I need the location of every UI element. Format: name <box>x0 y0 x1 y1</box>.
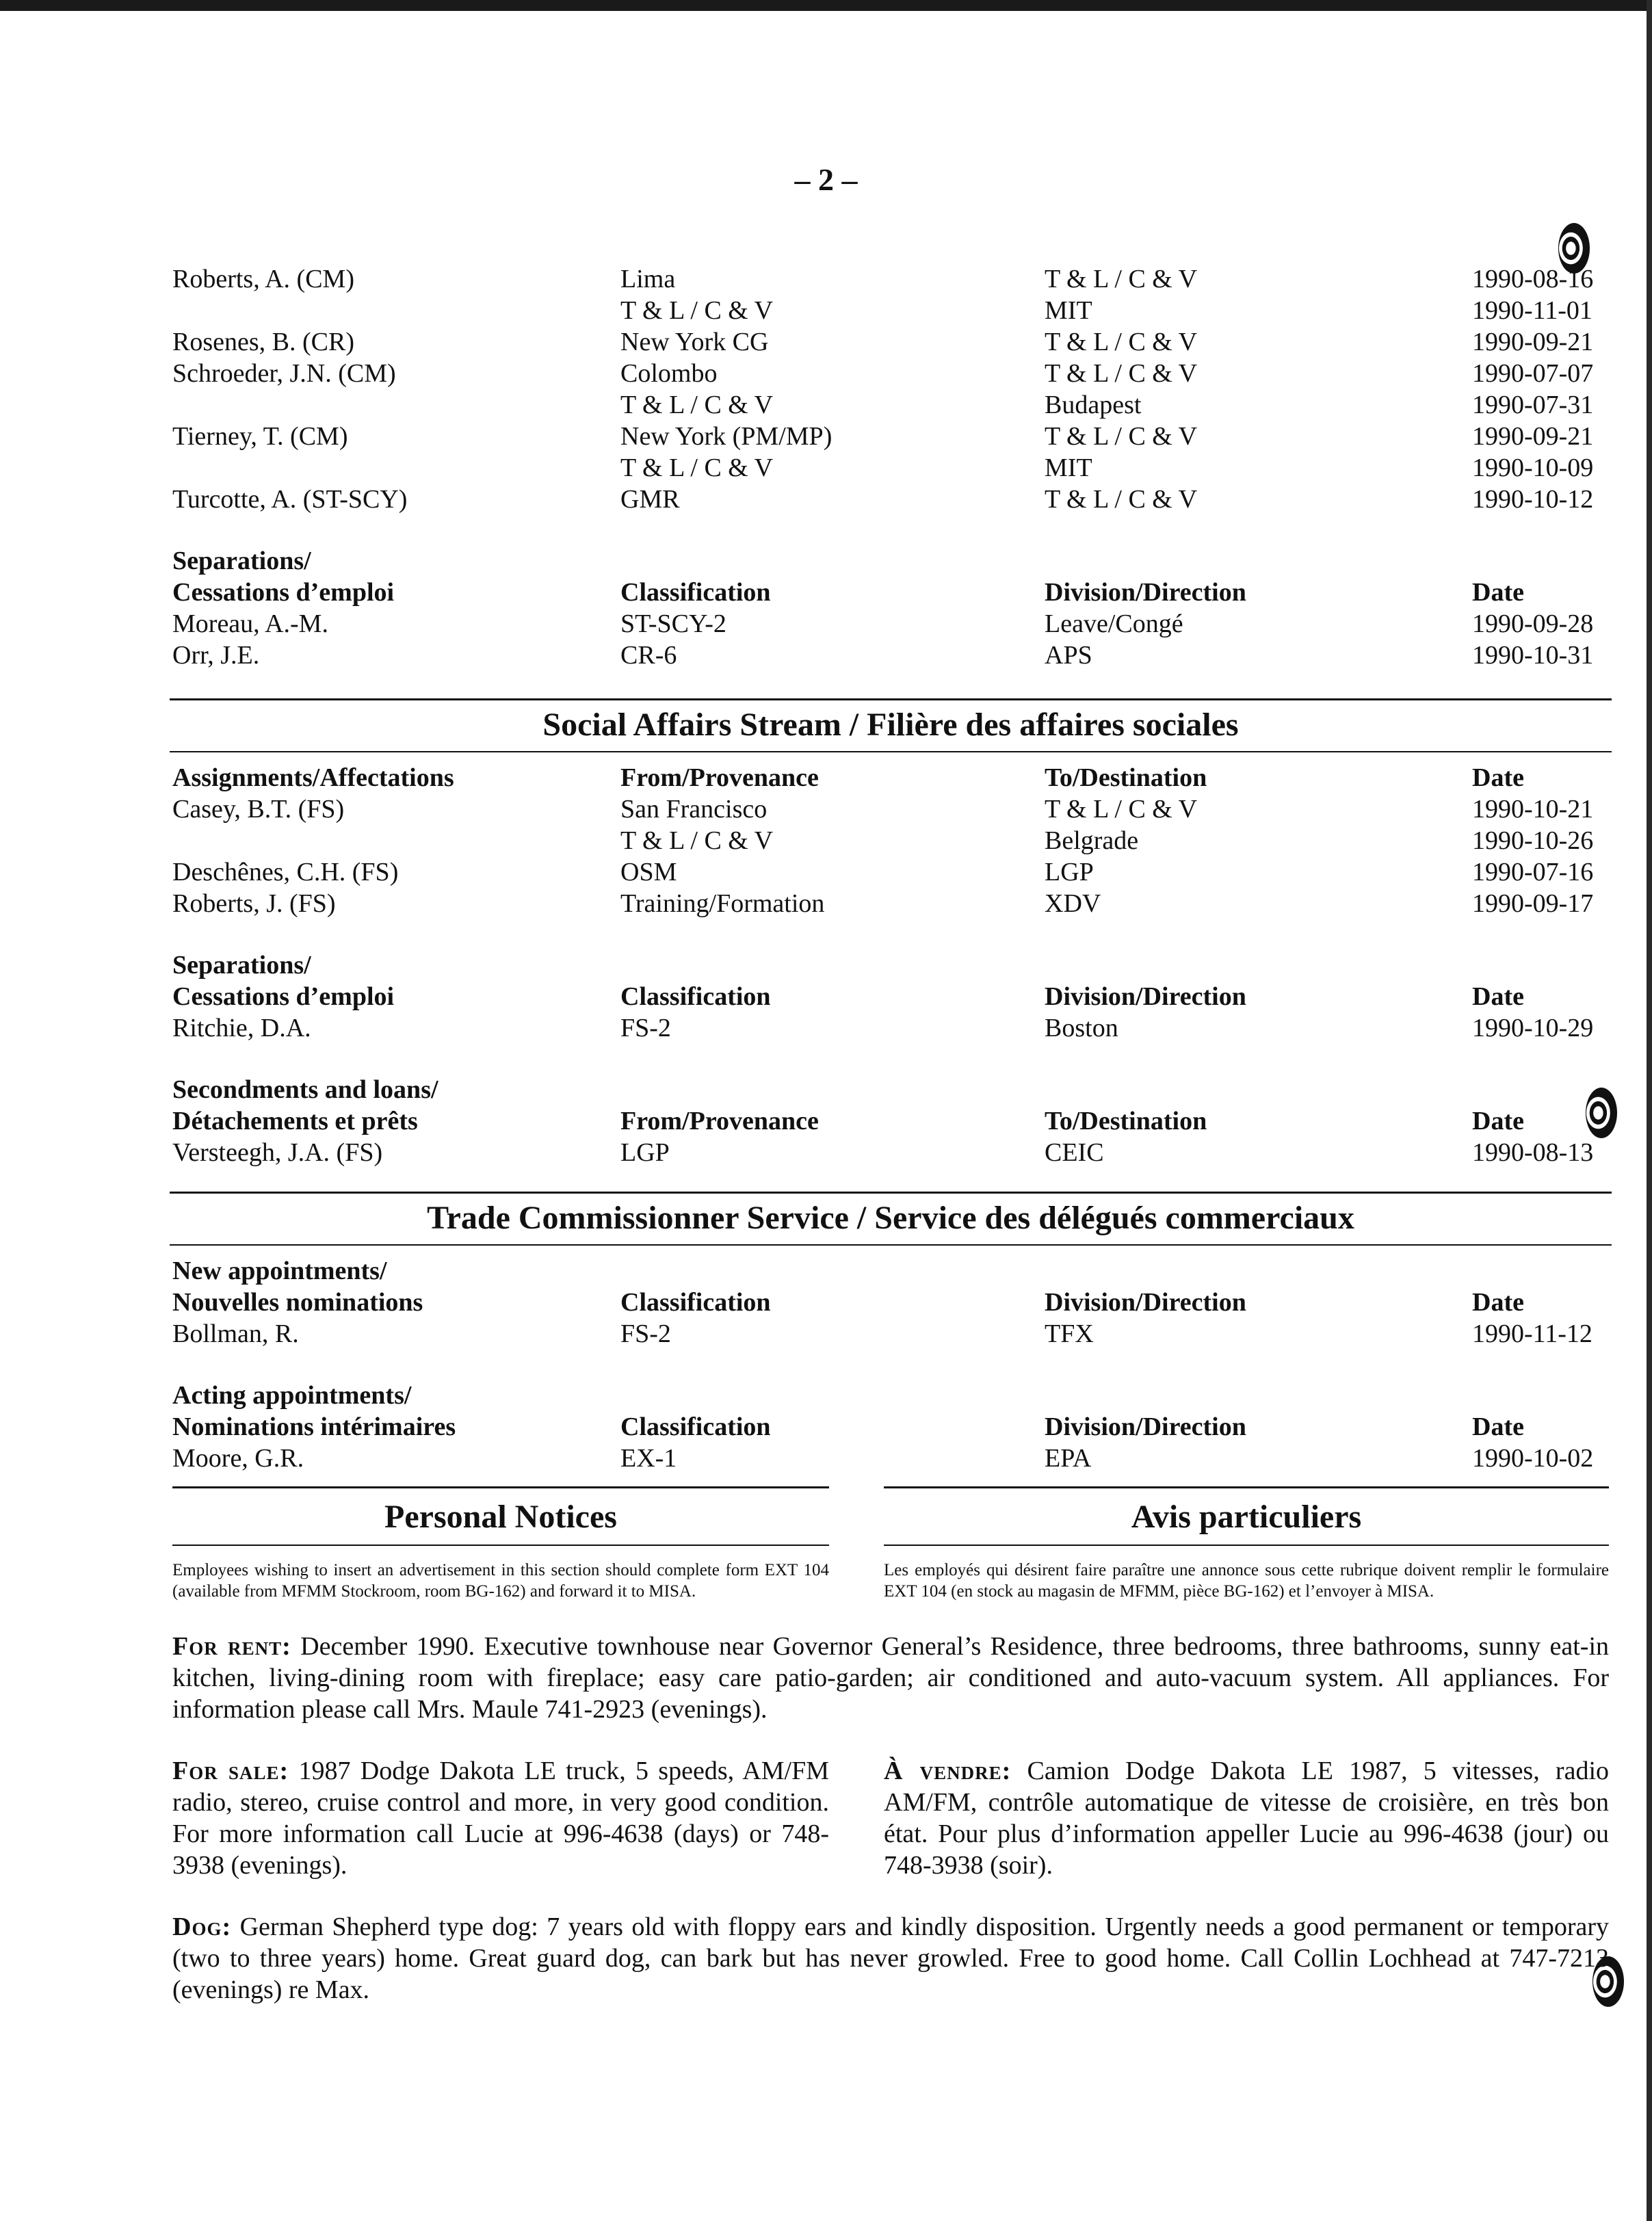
scan-top-edge <box>0 0 1652 11</box>
trade-acting-appointments-table <box>172 1380 1609 1474</box>
table-row: Turcotte, A. (ST-SCY) GMR T & L / C & V 1990-10-12 <box>172 485 1594 514</box>
table-row: Moreau, A.-M. ST-SCY-2 Leave/Congé 1990-09-28 <box>172 609 1594 638</box>
table-row: Roberts, J. (FS) Training/Formation XDV 1990-09-17 <box>172 889 1594 918</box>
assignments-continued-table <box>172 263 1609 515</box>
table-row: T & L / C & V MIT 1990-10-09 <box>620 454 1594 482</box>
section-heading: Separations/ <box>172 951 311 980</box>
section-heading: Secondments and loans/ <box>172 1075 438 1104</box>
table-row: Versteegh, J.A. (FS) LGP CEIC 1990-08-13 <box>172 1138 1594 1167</box>
table-row: T & L / C & V MIT 1990-11-01 <box>620 296 1592 325</box>
ad-dog <box>172 1911 1609 2006</box>
section-heading: Separations/ <box>172 547 311 575</box>
page-number: – 2 – <box>794 162 858 197</box>
ad-for-rent <box>172 1631 1609 1725</box>
table-row: Roberts, A. (CM) Lima T & L / C & V 1990-08-16 <box>172 265 1594 293</box>
social-assignments-table <box>172 762 1609 919</box>
table-header: Nominations intérimaires Classification Division/Direction Date <box>172 1412 1524 1441</box>
ad-for-sale <box>172 1755 829 1881</box>
ad-text: Camion Dodge Dakota LE 1987, 5 vitesses, radio AM/FM, contrôle automatique de vitesse de croisière, en très bon état. Pour plus d’information appeller Lucie au 996-4638 (jour) ou 748-3938 (soir). <box>884 1757 1609 1880</box>
table-row: T & L / C & V Belgrade 1990-10-26 <box>620 826 1594 855</box>
table-row: Schroeder, J.N. (CM) Colombo T & L / C & V 1990-07-07 <box>172 359 1594 388</box>
section-title-social-affairs: Social Affairs Stream / Filière des affaires sociales <box>542 707 1239 743</box>
trade-new-appointments-table <box>172 1255 1609 1350</box>
table-header: Cessations d’emploi Classification Division/Direction Date <box>172 982 1524 1011</box>
personal-notices <box>172 1486 1609 1602</box>
notice-title-english: Personal Notices <box>384 1499 617 1535</box>
notice-instructions-english: Employees wishing to insert an advertisement in this section should complete form EXT 104 (available from MFMM Stockroom, room BG-162) and forward it to MISA. <box>172 1561 829 1601</box>
section-heading: Acting appointments/ <box>172 1381 412 1410</box>
table-header: Nouvelles nominations Classification Division/Direction Date <box>172 1288 1524 1317</box>
separations-table-1 <box>172 545 1609 671</box>
table-header: Détachements et prêts From/Provenance To/Destination Date <box>172 1107 1524 1135</box>
ad-text: December 1990. Executive townhouse near Governor General’s Residence, three bedrooms, three bathrooms, sunny eat-in kitchen, living-dining room with fireplace; easy care patio-garden; air conditioned and auto-vacuum system. All appliances. For information please call Mrs. Maule 741-2923 (evenings). <box>172 1632 1609 1724</box>
table-row: Moore, G.R. EX-1 EPA 1990-10-02 <box>172 1444 1594 1473</box>
table-row: Ritchie, D.A. FS-2 Boston 1990-10-29 <box>172 1014 1594 1042</box>
table-row: Tierney, T. (CM) New York (PM/MP) T & L / C & V 1990-09-21 <box>172 422 1594 451</box>
table-row: Deschênes, C.H. (FS) OSM LGP 1990-07-16 <box>172 858 1594 886</box>
ad-label: Dog: <box>172 1913 232 1941</box>
table-row: T & L / C & V Budapest 1990-07-31 <box>620 391 1594 419</box>
social-secondments-table <box>172 1074 1609 1168</box>
notice-title-french: Avis particuliers <box>1131 1499 1362 1535</box>
ad-text: 1987 Dodge Dakota LE truck, 5 speeds, AM/FM radio, stereo, cruise control and more, in very good condition. For more information call Lucie at 996-4638 (days) or 748-3938 (evenings). <box>172 1757 830 1880</box>
ad-label: À vendre: <box>884 1757 1012 1785</box>
ad-label: For rent: <box>172 1632 291 1661</box>
notices-french <box>884 1486 1609 1602</box>
page-content <box>172 263 1609 2006</box>
table-row: Casey, B.T. (FS) San Francisco T & L / C & V 1990-10-21 <box>172 795 1594 824</box>
table-row: Orr, J.E. CR-6 APS 1990-10-31 <box>172 641 1594 670</box>
scan-right-edge <box>1647 0 1652 2221</box>
social-separations-table <box>172 949 1609 1044</box>
ad-text: German Shepherd type dog: 7 years old with floppy ears and kindly disposition. Urgently needs a good permanent or temporary (two to three years) home. Great guard dog, can bark but has never growled. Free to good home. Call Collin Lochhead at 747-7213 (evenings) re Max. <box>172 1913 1610 2004</box>
notices-english <box>172 1486 829 1602</box>
ads-sale-row <box>172 1755 1609 1881</box>
table-header: Assignments/Affectations From/Provenance To/Destination Date <box>172 763 1524 792</box>
table-row: Rosenes, B. (CR) New York CG T & L / C & V 1990-09-21 <box>172 328 1594 356</box>
section-rule <box>170 1192 1612 1194</box>
table-header: Cessations d’emploi Classification Division/Direction Date <box>172 578 1524 607</box>
section-heading: New appointments/ <box>172 1257 387 1285</box>
section-title-trade-commissioner: Trade Commissionner Service / Service des délégués commerciaux <box>427 1200 1354 1236</box>
table-row: Bollman, R. FS-2 TFX 1990-11-12 <box>172 1319 1592 1348</box>
ad-a-vendre <box>884 1755 1609 1881</box>
section-rule <box>170 698 1612 700</box>
ad-label: For sale: <box>172 1757 289 1785</box>
notice-instructions-french: Les employés qui désirent faire paraître une annonce sous cette rubrique doivent remplir le formulaire EXT 104 (en stock au magasin de MFMM, pièce BG-162) et l’envoyer à MISA. <box>884 1561 1609 1601</box>
